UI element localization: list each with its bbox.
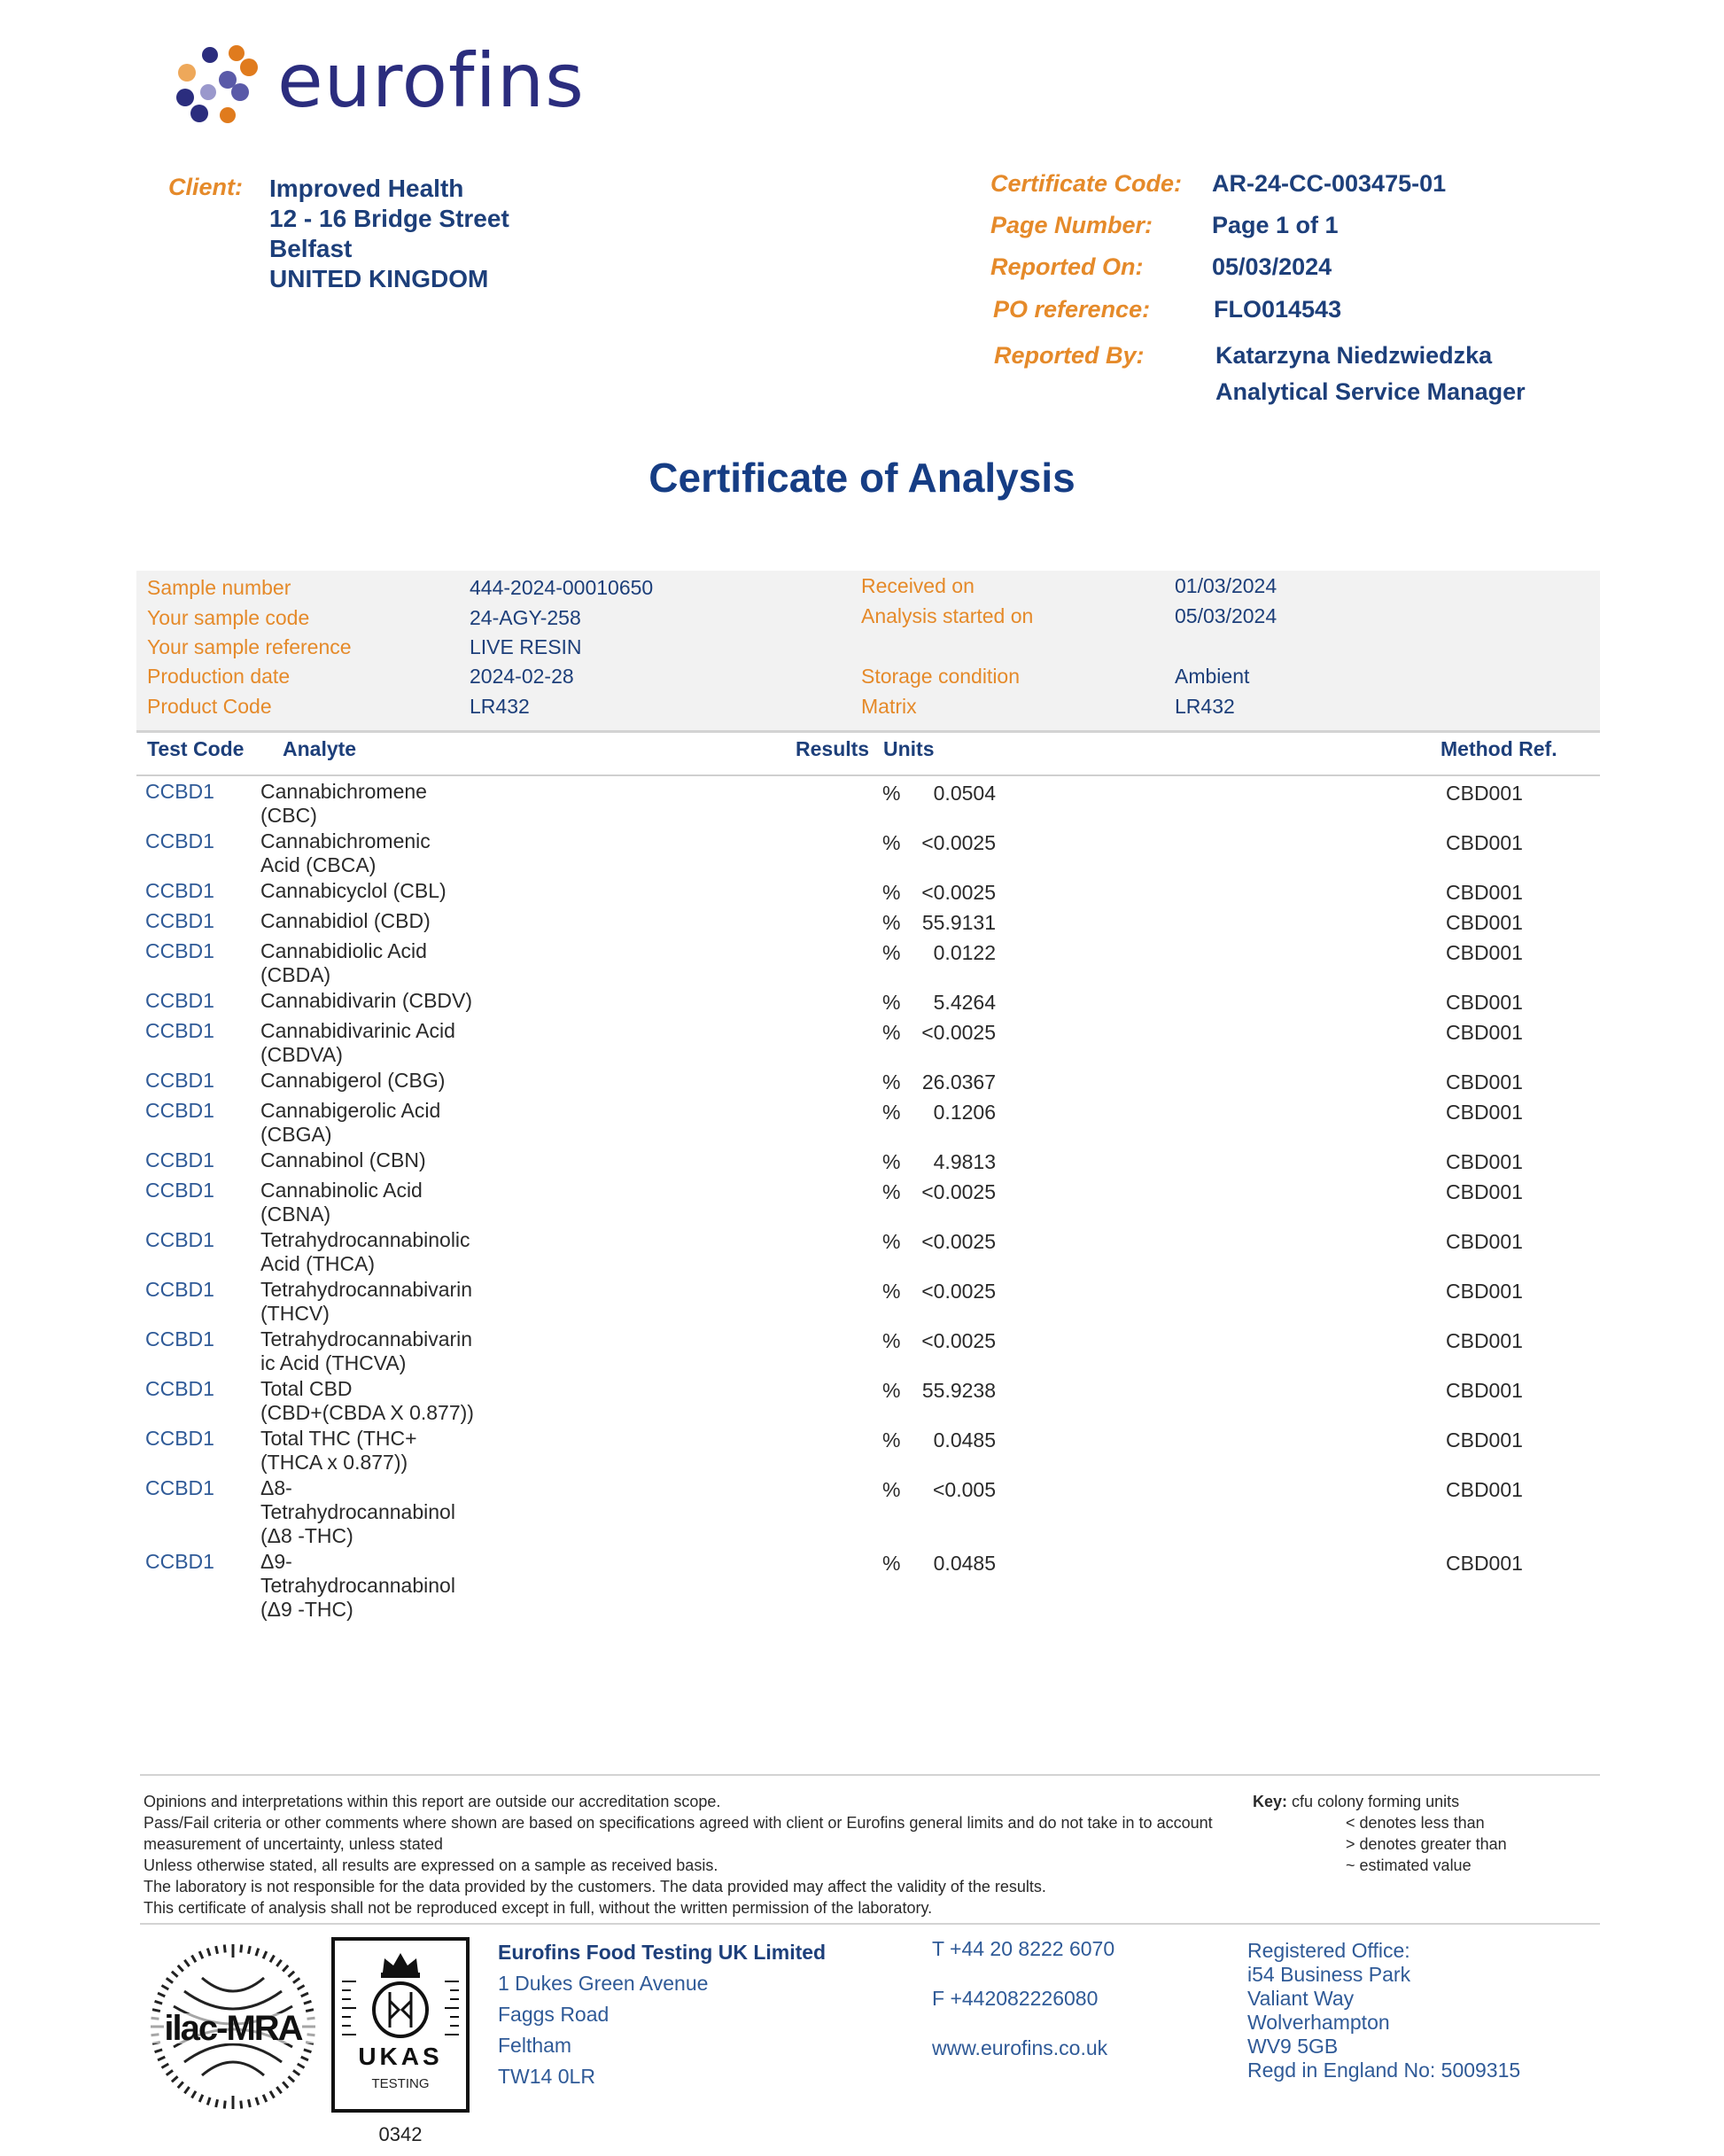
test-code-cell: CCBD1	[145, 1099, 214, 1122]
registered-office-line: Wolverhampton	[1247, 2011, 1390, 2034]
analyte-cell	[260, 1148, 491, 1172]
your-sample-reference-value: LIVE RESIN	[470, 635, 582, 658]
ukas-logo	[331, 1937, 470, 2113]
ilac-tick-mark	[216, 1946, 218, 1954]
eurofins-logo-mark-icon	[173, 43, 270, 131]
ilac-tick-mark	[216, 2099, 218, 2107]
phone-number: T +44 20 8222 6070	[932, 1937, 1115, 1960]
test-code-cell: CCBD1	[145, 909, 214, 932]
analyte-line: (CBDA)	[260, 963, 331, 986]
result-cell: <0.0025	[921, 831, 996, 854]
analyte-line: Cannabigerolic Acid	[260, 1099, 441, 1122]
analyte-line: Cannabidiol (CBD)	[260, 909, 431, 932]
key-item: ~ estimated value	[1346, 1856, 1472, 1874]
po-reference-value: FLO014543	[1214, 296, 1342, 323]
analyte-line: (Δ8 -THC)	[260, 1524, 353, 1547]
analyte-cell	[260, 989, 491, 1013]
analyte-line: Acid (CBCA)	[260, 853, 377, 876]
method-ref-cell: CBD001	[1446, 1552, 1523, 1575]
analyte-cell	[260, 909, 491, 933]
registered-office	[1247, 1939, 1520, 2082]
registered-office-line: Registered Office:	[1247, 1939, 1410, 1962]
test-code-cell: CCBD1	[145, 1179, 214, 1202]
analyte-line: Cannabidiolic Acid	[260, 939, 427, 962]
test-code-cell: CCBD1	[145, 1476, 214, 1499]
analyte-line: (THCA x 0.877))	[260, 1451, 408, 1474]
storage-condition-label: Storage condition	[861, 665, 1021, 688]
analyte-line: (CBGA)	[260, 1123, 332, 1146]
analysis-started-on-label: Analysis started on	[861, 604, 1034, 627]
ilac-tick-mark	[276, 1960, 281, 1966]
method-ref-cell: CBD001	[1446, 1070, 1523, 1094]
analyte-cell	[260, 1099, 491, 1147]
column-header-units: Units	[883, 737, 935, 760]
notes-divider-bottom	[140, 1923, 1600, 1925]
ilac-tick-mark	[224, 2101, 225, 2109]
method-ref-cell: CBD001	[1446, 1150, 1523, 1173]
method-ref-cell: CBD001	[1446, 1180, 1523, 1203]
result-cell: 0.0485	[933, 1552, 996, 1575]
analyte-line: Tetrahydrocannabivarin	[260, 1278, 473, 1301]
ilac-tick-mark	[241, 1945, 242, 1953]
key-label: Key:	[1253, 1793, 1288, 1810]
test-code-cell: CCBD1	[145, 1427, 214, 1450]
analyte-line: ic Acid (THCVA)	[260, 1351, 407, 1374]
result-cell: 0.0122	[933, 941, 996, 964]
ilac-tick-mark	[155, 2001, 163, 2004]
test-code-cell: CCBD1	[145, 939, 214, 962]
ukas-accreditation-number: 0342	[378, 2123, 423, 2145]
eurofins-logo-text: eurofins	[277, 37, 585, 124]
key-legend	[1253, 1791, 1507, 1876]
column-header-method-ref: Method Ref.	[1441, 737, 1557, 760]
analyte-line: Cannabinol (CBN)	[260, 1148, 426, 1171]
matrix-label: Matrix	[861, 695, 917, 718]
ilac-tick-mark	[155, 2050, 163, 2052]
ilac-tick-mark	[224, 1945, 225, 1953]
unit-cell: %	[882, 1150, 901, 1173]
analyte-line: Tetrahydrocannabinol	[260, 1574, 455, 1597]
table-header-divider	[136, 774, 1600, 776]
note-line: Unless otherwise stated, all results are expressed on a sample as received basis.	[144, 1856, 718, 1874]
production-date-value: 2024-02-28	[470, 665, 574, 688]
received-on-label: Received on	[861, 574, 975, 597]
certificate-code-label: Certificate Code:	[990, 170, 1183, 197]
unit-cell: %	[882, 991, 901, 1014]
test-code-cell: CCBD1	[145, 879, 214, 902]
analyte-cell	[260, 939, 491, 987]
fax-number: F +442082226080	[932, 1987, 1099, 2010]
certificate-code-value: AR-24-CC-003475-01	[1212, 170, 1447, 197]
unit-cell: %	[882, 1280, 901, 1303]
analyte-line: (CBC)	[260, 804, 317, 827]
storage-condition-value: Ambient	[1175, 665, 1250, 688]
unit-cell: %	[882, 881, 901, 904]
ilac-tick-mark	[184, 1960, 189, 1966]
ilac-tick-mark	[158, 1993, 165, 1996]
ilac-tick-mark	[298, 2064, 305, 2068]
analyte-line: Acid (THCA)	[260, 1252, 376, 1275]
analyte-line: Total CBD	[260, 1377, 353, 1400]
method-ref-cell: CBD001	[1446, 1379, 1523, 1402]
company-address-line: Faggs Road	[498, 2003, 610, 2026]
note-line: This certificate of analysis shall not be reproduced except in full, without the written permission of the laboratory.	[144, 1899, 933, 1917]
test-code-cell: CCBD1	[145, 1228, 214, 1251]
your-sample-code-label: Your sample code	[147, 606, 310, 629]
ilac-tick-mark	[270, 2091, 275, 2098]
analyte-line: Cannabidivarinic Acid	[260, 1019, 455, 1042]
method-ref-cell: CBD001	[1446, 1230, 1523, 1253]
registered-office-line: WV9 5GB	[1247, 2035, 1339, 2058]
analyte-line: Total THC (THC+	[260, 1427, 417, 1450]
result-cell: <0.005	[933, 1478, 996, 1501]
ilac-tick-mark	[184, 2087, 189, 2093]
method-ref-cell: CBD001	[1446, 782, 1523, 805]
result-cell: 0.0504	[933, 782, 996, 805]
test-code-cell: CCBD1	[145, 1148, 214, 1171]
client-name: Improved Health	[269, 175, 464, 202]
analyte-cell	[260, 829, 491, 877]
ilac-tick-mark	[199, 2095, 203, 2102]
method-ref-cell: CBD001	[1446, 1101, 1523, 1124]
ilac-tick-mark	[167, 1978, 173, 1982]
ilac-tick-mark	[256, 1949, 259, 1957]
analyte-line: Cannabicyclol (CBL)	[260, 879, 447, 902]
result-cell: <0.0025	[921, 1180, 996, 1203]
client-label: Client:	[168, 174, 243, 200]
ilac-tick-mark	[283, 2082, 288, 2088]
analyte-line: (CBDVA)	[260, 1043, 343, 1066]
note-line: Opinions and interpretations within this report are outside our accreditation scope.	[144, 1793, 721, 1810]
test-code-cell: CCBD1	[145, 780, 214, 803]
registered-office-line: Regd in England No: 5009315	[1247, 2059, 1521, 2082]
ilac-tick-mark	[178, 2082, 183, 2088]
page-title: Certificate of Analysis	[648, 455, 1076, 501]
method-ref-cell: CBD001	[1446, 941, 1523, 964]
reported-by-role: Analytical Service Manager	[1215, 378, 1526, 405]
ilac-tick-mark	[172, 2076, 178, 2082]
result-cell: 26.0367	[921, 1070, 996, 1094]
unit-cell: %	[882, 1230, 901, 1253]
ilac-tick-mark	[256, 2098, 259, 2105]
eurofins-logo	[173, 37, 598, 131]
registered-office-line: Valiant Way	[1247, 1987, 1355, 2010]
report-notes	[144, 1791, 1242, 1919]
method-ref-cell: CBD001	[1446, 881, 1523, 904]
ilac-tick-mark	[192, 2091, 197, 2098]
your-sample-reference-label: Your sample reference	[147, 635, 352, 658]
unit-cell: %	[882, 1070, 901, 1094]
key-item: > denotes greater than	[1346, 1835, 1507, 1853]
reported-on-label: Reported On:	[990, 253, 1144, 280]
analyte-line: (Δ9 -THC)	[260, 1598, 353, 1621]
reported-on-value: 05/03/2024	[1212, 253, 1332, 280]
test-code-cell: CCBD1	[145, 1327, 214, 1350]
ilac-mra-logo	[149, 1942, 317, 2111]
ilac-tick-mark	[263, 2095, 267, 2102]
ilac-tick-mark	[288, 1972, 294, 1977]
analyte-cell	[260, 1427, 491, 1475]
test-code-cell: CCBD1	[145, 1278, 214, 1301]
result-cell: 0.0485	[933, 1428, 996, 1452]
received-on-value: 01/03/2024	[1175, 574, 1277, 597]
page-number-label: Page Number:	[990, 212, 1153, 238]
result-cell: 4.9813	[933, 1150, 996, 1173]
column-header-test-code: Test Code	[147, 737, 245, 760]
key-item: cfu colony forming units	[1292, 1793, 1460, 1810]
ilac-tick-mark	[158, 2057, 165, 2060]
ilac-tick-mark	[276, 2087, 281, 2093]
test-code-cell: CCBD1	[145, 1019, 214, 1042]
method-ref-cell: CBD001	[1446, 1329, 1523, 1352]
analyte-line: Tetrahydrocannabinol	[260, 1500, 455, 1523]
analyte-cell	[260, 1476, 491, 1548]
reported-by-name: Katarzyna Niedzwiedzka	[1215, 342, 1493, 369]
analyte-cell	[260, 780, 491, 828]
result-cell: 5.4264	[933, 991, 996, 1014]
ilac-tick-mark	[248, 1946, 250, 1954]
test-code-cell: CCBD1	[145, 829, 214, 852]
ilac-tick-mark	[178, 1965, 183, 1972]
unit-cell: %	[882, 1021, 901, 1044]
ilac-tick-mark	[207, 1949, 210, 1957]
analyte-line: Tetrahydrocannabinolic	[260, 1228, 470, 1251]
ilac-tick-mark	[270, 1955, 275, 1962]
result-cell: <0.0025	[921, 881, 996, 904]
unit-cell: %	[882, 911, 901, 934]
company-address	[498, 1937, 826, 2092]
po-reference-label: PO reference:	[993, 296, 1151, 323]
analyte-line: Cannabichromene	[260, 780, 427, 803]
ilac-mra-seal-icon	[149, 1942, 317, 2111]
company-address-line: 1 Dukes Green Avenue	[498, 1972, 709, 1995]
ilac-tick-mark	[301, 2057, 308, 2060]
ilac-tick-mark	[306, 2010, 314, 2012]
analyte-line: Cannabichromenic	[260, 829, 431, 852]
analyte-line: (THCV)	[260, 1302, 330, 1325]
unit-cell: %	[882, 831, 901, 854]
analyte-cell	[260, 1278, 491, 1326]
method-ref-cell: CBD001	[1446, 1280, 1523, 1303]
sample-number-label: Sample number	[147, 576, 291, 599]
ilac-tick-mark	[199, 1951, 203, 1958]
analyte-line: Tetrahydrocannabivarin	[260, 1327, 473, 1350]
ilac-tick-mark	[304, 2050, 312, 2052]
key-item: < denotes less than	[1346, 1814, 1485, 1832]
test-code-cell: CCBD1	[145, 1069, 214, 1092]
product-code-value: LR432	[470, 695, 530, 718]
unit-cell: %	[882, 1428, 901, 1452]
result-cell: <0.0025	[921, 1280, 996, 1303]
unit-cell: %	[882, 941, 901, 964]
analyte-cell	[260, 879, 491, 903]
analyte-line: Cannabinolic Acid	[260, 1179, 423, 1202]
result-cell: 0.1206	[933, 1101, 996, 1124]
test-code-cell: CCBD1	[145, 1377, 214, 1400]
analyte-line: Cannabigerol (CBG)	[260, 1069, 446, 1092]
ilac-tick-mark	[241, 2101, 242, 2109]
result-cell: <0.0025	[921, 1021, 996, 1044]
analyte-cell	[260, 1069, 491, 1093]
ilac-tick-mark	[167, 2070, 173, 2074]
company-name: Eurofins Food Testing UK Limited	[498, 1941, 827, 1964]
company-address-line: TW14 0LR	[498, 2065, 595, 2088]
test-code-cell: CCBD1	[145, 989, 214, 1012]
client-country: UNITED KINGDOM	[269, 265, 489, 292]
unit-cell: %	[882, 1552, 901, 1575]
analyte-cell	[260, 1550, 491, 1622]
unit-cell: %	[882, 1478, 901, 1501]
unit-cell: %	[882, 1379, 901, 1402]
test-code-cell: CCBD1	[145, 1550, 214, 1573]
ilac-tick-mark	[288, 2076, 294, 2082]
result-cell: 55.9238	[921, 1379, 996, 1402]
ilac-tick-mark	[293, 2070, 299, 2074]
your-sample-code-value: 24-AGY-258	[470, 606, 581, 629]
ilac-tick-mark	[172, 1972, 178, 1977]
notes-divider-top	[140, 1774, 1600, 1776]
column-header-analyte: Analyte	[283, 737, 357, 760]
client-address	[269, 174, 509, 294]
unit-cell: %	[882, 1180, 901, 1203]
ilac-mra-text: ilac-MRA	[164, 2009, 302, 2048]
method-ref-cell: CBD001	[1446, 1021, 1523, 1044]
method-ref-cell: CBD001	[1446, 991, 1523, 1014]
ilac-tick-mark	[304, 2001, 312, 2004]
ilac-tick-mark	[161, 2064, 168, 2068]
ilac-tick-mark	[301, 1993, 308, 1996]
method-ref-cell: CBD001	[1446, 1478, 1523, 1501]
ilac-tick-mark	[192, 1955, 197, 1962]
ilac-tick-mark	[283, 1965, 288, 1972]
analyte-cell	[260, 1327, 491, 1375]
analyte-cell	[260, 1228, 491, 1276]
reported-by-label: Reported By:	[994, 342, 1145, 369]
method-ref-cell: CBD001	[1446, 911, 1523, 934]
production-date-label: Production date	[147, 665, 291, 688]
ilac-tick-mark	[161, 1986, 168, 1990]
sample-info-panel	[136, 571, 1600, 733]
ilac-tick-mark	[207, 2098, 210, 2105]
unit-cell: %	[882, 1101, 901, 1124]
matrix-value: LR432	[1175, 695, 1235, 718]
analyte-cell	[260, 1377, 491, 1425]
note-line: Pass/Fail criteria or other comments where shown are based on specifications agreed with client or Eurofins general limits and do not take in to account measurement of uncertainty, unless stated	[144, 1814, 1213, 1853]
client-street: 12 - 16 Bridge Street	[269, 205, 509, 232]
ilac-tick-mark	[298, 1986, 305, 1990]
analysis-started-on-value: 05/03/2024	[1175, 604, 1277, 627]
result-cell: <0.0025	[921, 1329, 996, 1352]
registered-office-line: i54 Business Park	[1247, 1963, 1411, 1986]
client-city: Belfast	[269, 235, 353, 262]
analyte-cell	[260, 1019, 491, 1067]
unit-cell: %	[882, 1329, 901, 1352]
analyte-line: Cannabidivarin (CBDV)	[260, 989, 473, 1012]
ukas-text: UKAS	[358, 2043, 443, 2070]
result-cell: 55.9131	[921, 911, 996, 934]
analyte-cell	[260, 1179, 491, 1226]
ukas-crown-emblem-icon	[335, 1941, 466, 2109]
ilac-tick-mark	[263, 1951, 267, 1958]
method-ref-cell: CBD001	[1446, 1428, 1523, 1452]
analyte-line: Δ8-	[260, 1476, 292, 1499]
page-number-value: Page 1 of 1	[1212, 212, 1339, 238]
ilac-tick-mark	[293, 1978, 299, 1982]
note-line: The laboratory is not responsible for the data provided by the customers. The data provided may affect the validity of the results.	[144, 1878, 1046, 1895]
method-ref-cell: CBD001	[1446, 831, 1523, 854]
ukas-testing-text: TESTING	[371, 2076, 430, 2091]
product-code-label: Product Code	[147, 695, 272, 718]
website-link[interactable]: www.eurofins.co.uk	[932, 2036, 1108, 2059]
ilac-tick-mark	[152, 2010, 160, 2012]
analyte-line: Δ9-	[260, 1550, 292, 1573]
unit-cell: %	[882, 782, 901, 805]
sample-number-value: 444-2024-00010650	[470, 576, 654, 599]
ilac-tick-mark	[248, 2099, 250, 2107]
result-cell: <0.0025	[921, 1230, 996, 1253]
analyte-line: (CBD+(CBDA X 0.877))	[260, 1401, 474, 1424]
column-header-results: Results	[796, 737, 870, 760]
analyte-line: (CBNA)	[260, 1203, 331, 1226]
company-address-line: Feltham	[498, 2034, 572, 2057]
